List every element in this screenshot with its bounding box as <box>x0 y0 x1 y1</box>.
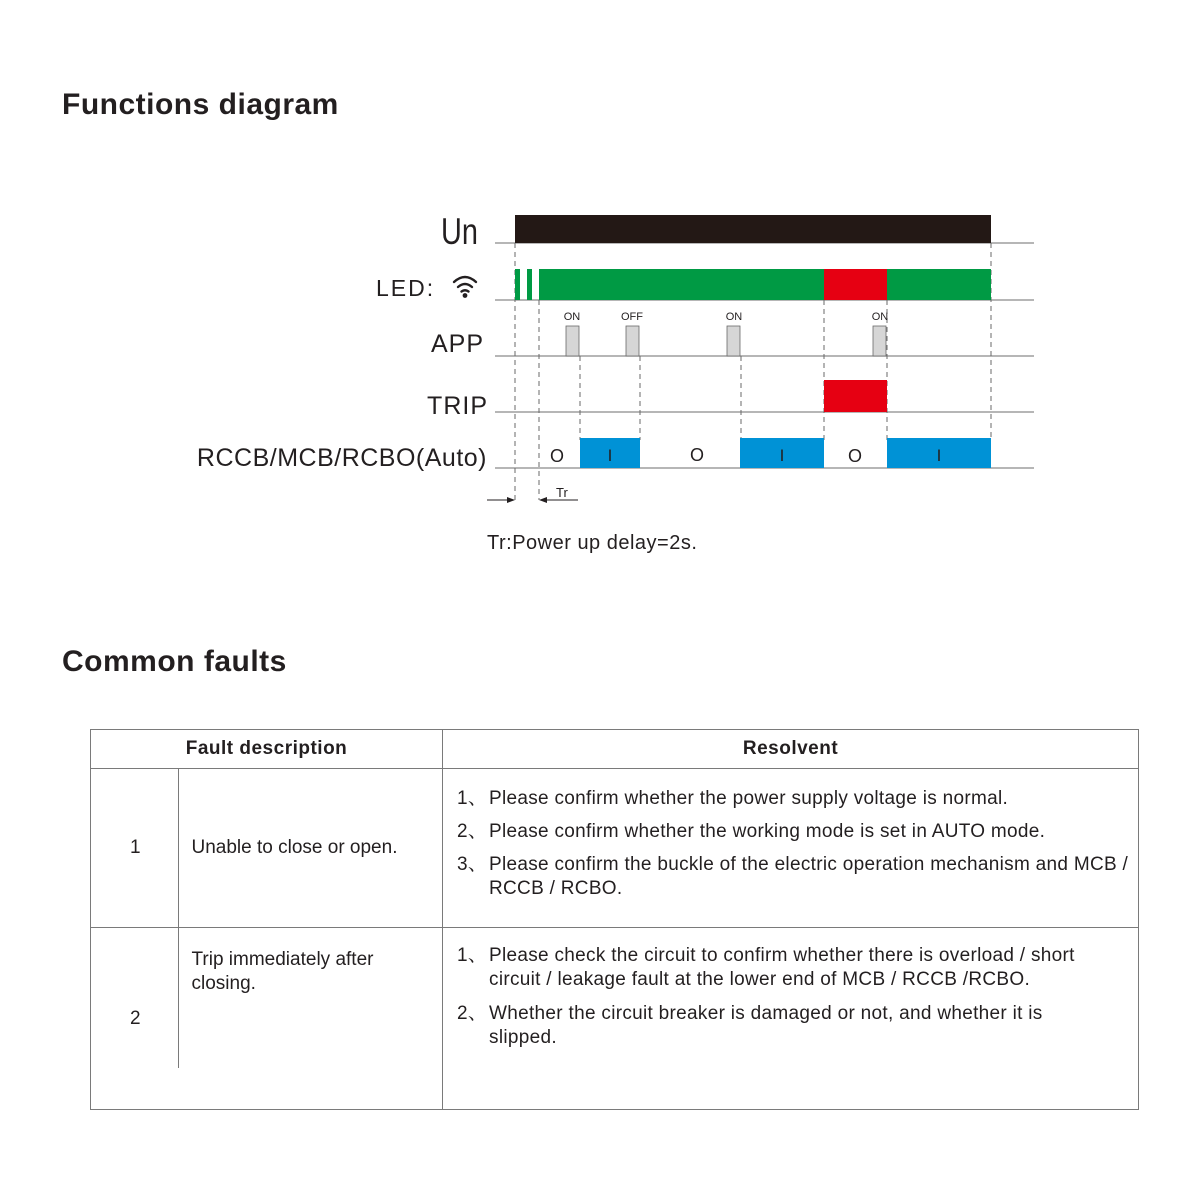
number-column-separator <box>178 768 179 1068</box>
resolvent-marker: 2、 <box>457 821 488 842</box>
common-faults-heading: Common faults <box>62 645 287 678</box>
led-blink-bar <box>515 269 520 300</box>
resolvent-text: Please confirm whether the working mode is set in AUTO mode. <box>489 821 1046 842</box>
led-green-bar <box>539 269 824 300</box>
fault-resolvent <box>443 928 1139 1110</box>
label-un: Un <box>441 211 479 253</box>
led-green-bar <box>887 269 991 300</box>
app-event-label: OFF <box>621 311 643 323</box>
resolvent-text: Please confirm whether the power supply voltage is normal. <box>489 788 1009 809</box>
led-blink-bar <box>527 269 532 300</box>
label-led: LED: <box>376 275 436 301</box>
tr-note: Tr:Power up delay=2s. <box>487 532 698 554</box>
resolvent-item <box>457 944 1130 992</box>
resolvent-item <box>457 853 1130 901</box>
fault-description: Unable to close or open. <box>180 769 443 928</box>
resolvent-marker: 1、 <box>457 945 488 966</box>
breaker-state-label: I <box>936 446 942 465</box>
tr-label: Tr <box>556 485 568 500</box>
resolvent-marker: 2、 <box>457 1003 488 1024</box>
breaker-state-label: O <box>847 446 863 466</box>
label-app: APP <box>430 330 484 358</box>
label-breaker: RCCB/MCB/RCBO(Auto) <box>196 444 487 472</box>
breaker-state-label: O <box>549 446 565 466</box>
breaker-state-label: I <box>779 446 785 465</box>
table-header-row <box>91 730 1139 769</box>
resolvent-text: Please confirm the buckle of the electric operation mechanism and MCB / RCCB / RCBO. <box>489 854 1129 899</box>
tr-arrow-head <box>539 497 547 503</box>
fault-number: 1 <box>91 769 180 928</box>
label-trip: TRIP <box>427 392 488 420</box>
resolvent-marker: 1、 <box>457 788 488 809</box>
app-pulse <box>566 326 579 356</box>
app-event-label: ON <box>725 311 743 323</box>
common-faults-table <box>90 729 1139 1110</box>
tr-arrow-head <box>507 497 515 503</box>
app-pulse <box>727 326 740 356</box>
header-resolvent: Resolvent <box>443 730 1139 769</box>
table-row <box>91 769 1139 928</box>
resolvent-text: Please check the circuit to confirm whether there is overload / short circuit / leakage fault at the lower end of MCB / RCCB /RCBO. <box>489 945 1075 990</box>
resolvent-item <box>457 820 1130 844</box>
app-pulse <box>873 326 886 356</box>
app-pulse <box>626 326 639 356</box>
led-bars <box>515 269 991 300</box>
resolvent-item <box>457 787 1130 811</box>
table-row <box>91 928 1139 1110</box>
header-fault-description: Fault description <box>91 730 443 769</box>
fault-number: 2 <box>91 928 180 1110</box>
un-power-bar <box>515 215 991 243</box>
trip-bar <box>824 380 887 412</box>
app-event-label: ON <box>563 311 581 323</box>
led-red-bar <box>824 269 887 300</box>
functions-diagram-heading: Functions diagram <box>62 88 339 121</box>
breaker-state-label: O <box>689 445 705 465</box>
fault-resolvent <box>443 769 1139 928</box>
app-pulses <box>564 311 889 356</box>
breaker-states <box>550 438 991 468</box>
breaker-state-label: I <box>607 446 613 465</box>
wifi-icon <box>454 277 476 297</box>
resolvent-text: Whether the circuit breaker is damaged or not, and whether it is slipped. <box>489 1003 1043 1048</box>
app-event-label: ON <box>871 311 889 323</box>
resolvent-marker: 3、 <box>457 854 488 875</box>
fault-description: Trip immediately after closing. <box>180 928 443 1110</box>
resolvent-item <box>457 1002 1130 1050</box>
